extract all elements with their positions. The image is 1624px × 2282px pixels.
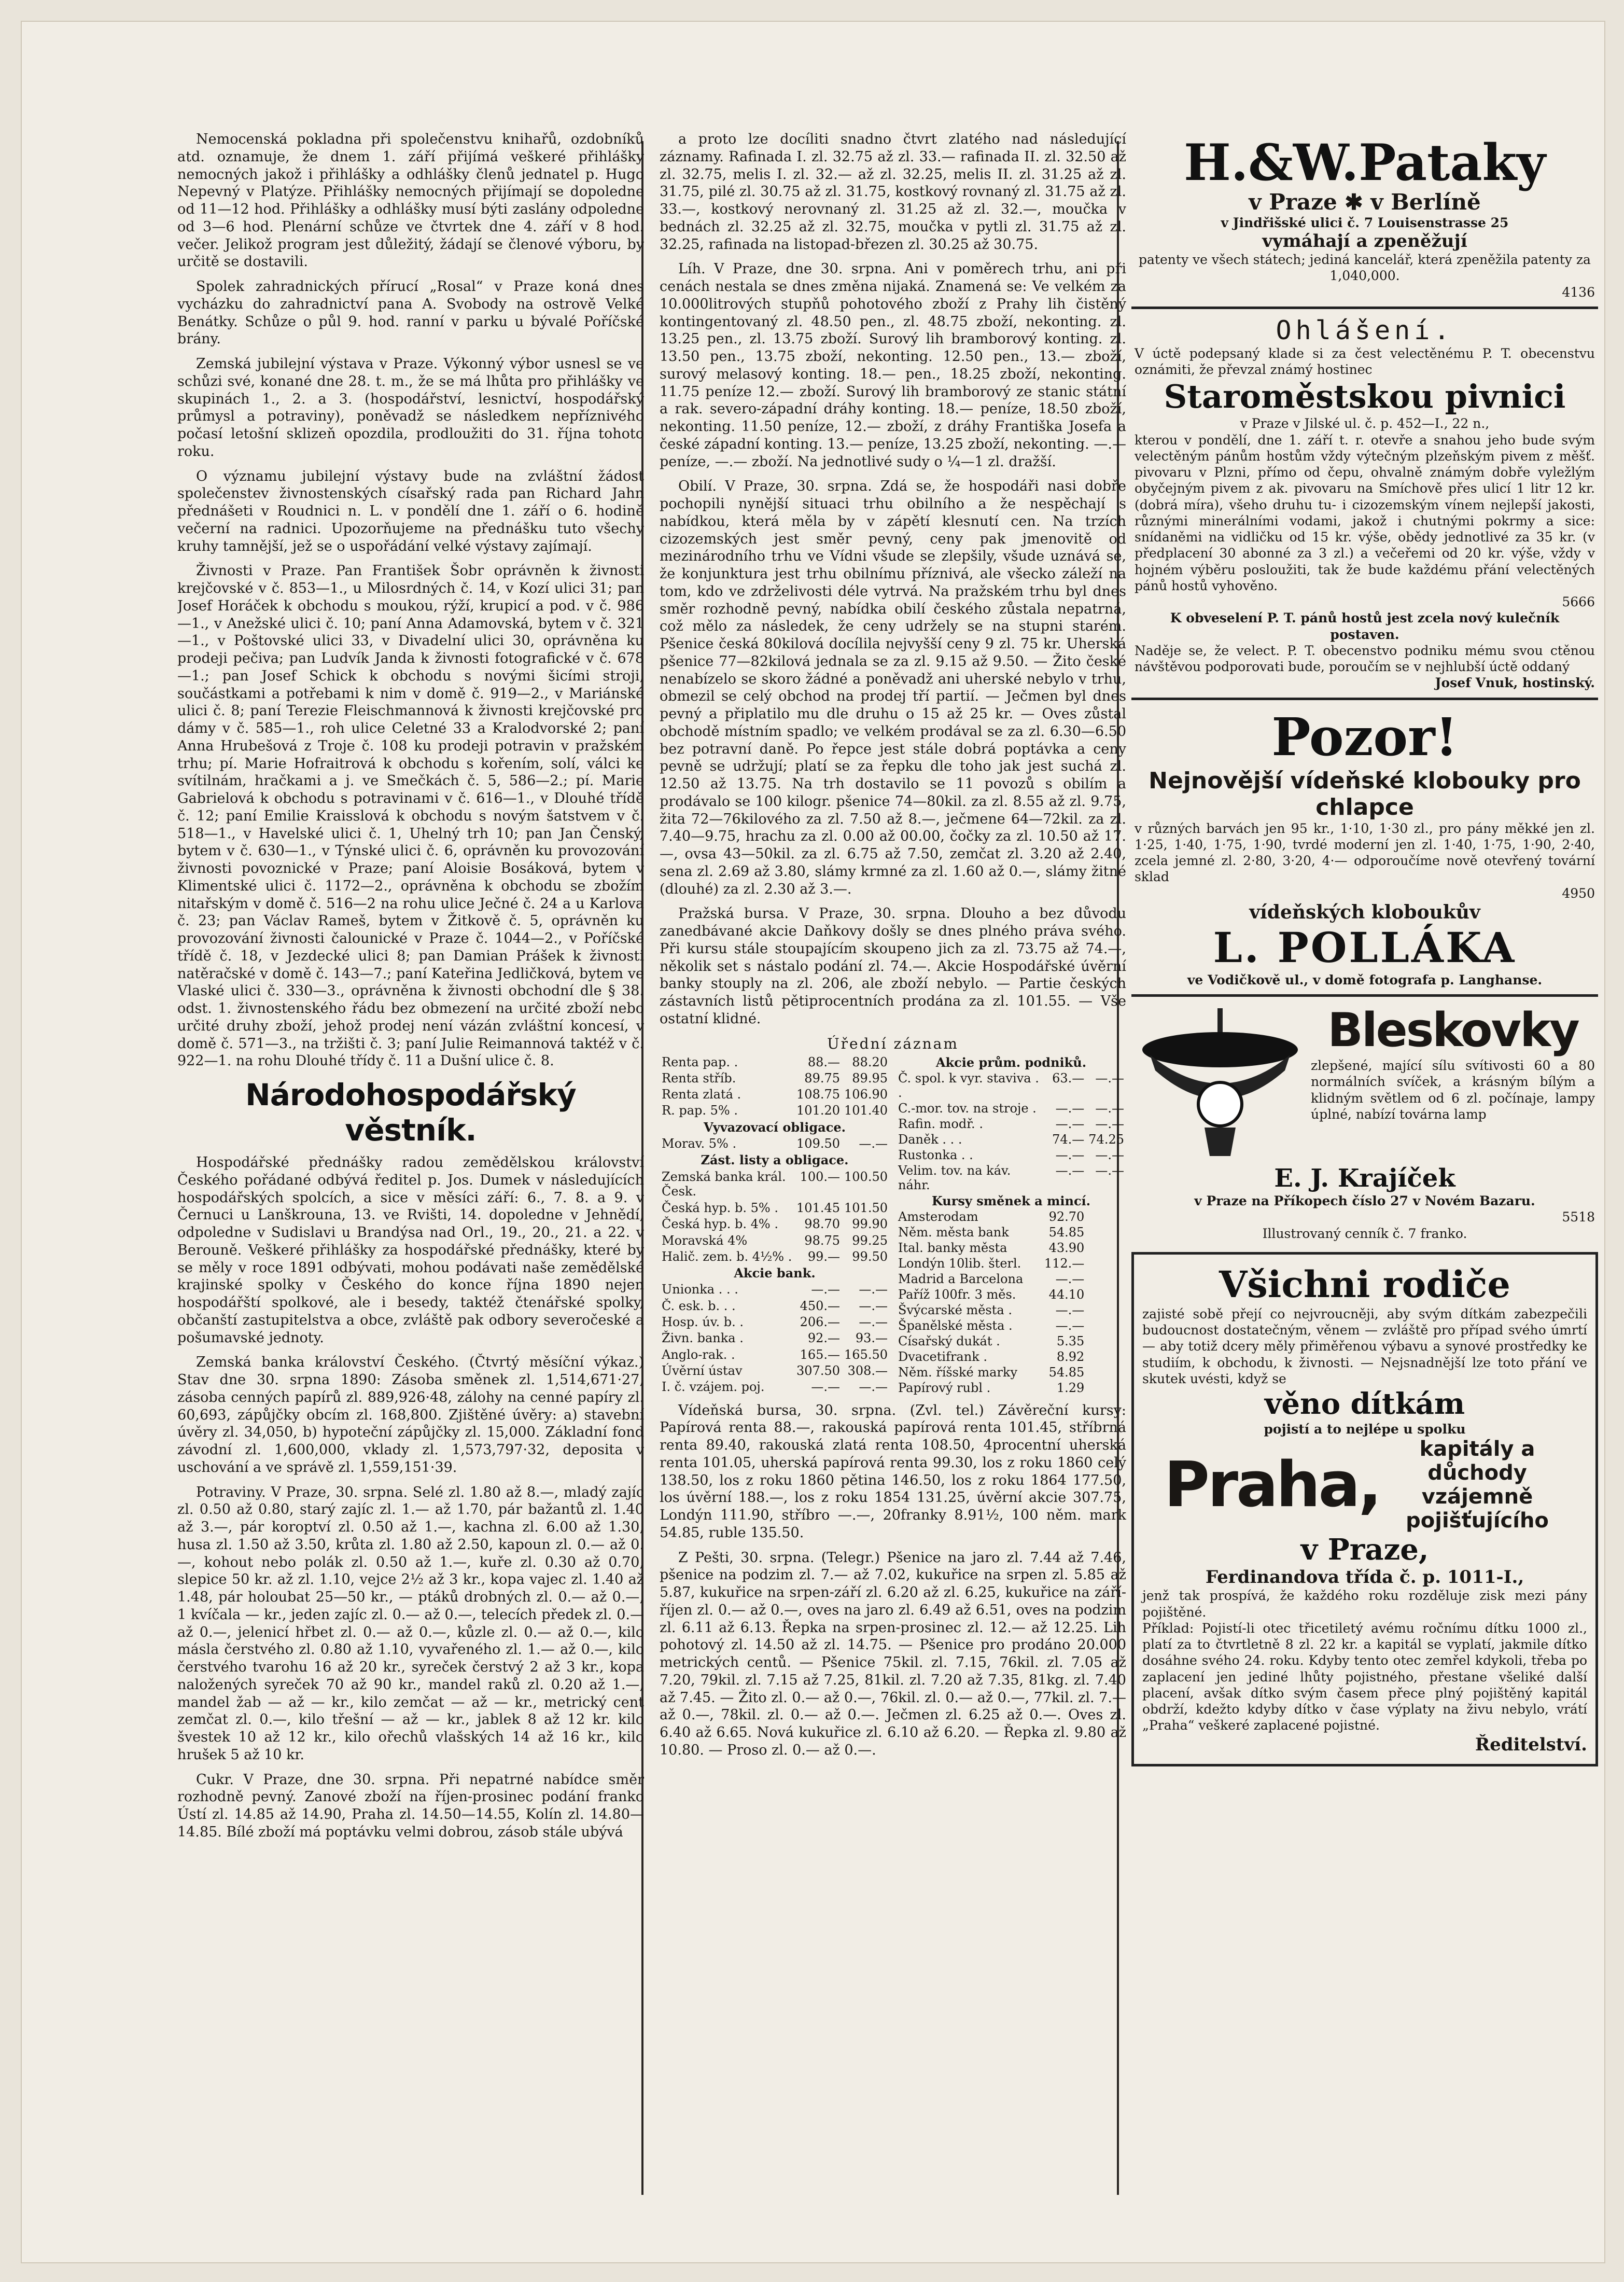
quote-label: Česká hyp. b. 5% . — [662, 1201, 778, 1215]
ad-address: Ferdinandova třída č. p. 1011-I., — [1205, 1567, 1524, 1588]
ad-poj: pojistí a to nejlépe u spolku — [1264, 1422, 1466, 1437]
quote-value: 44.10 — [1048, 1287, 1085, 1302]
quote-label: Renta pap. . — [662, 1054, 738, 1069]
quote-value: 54.85 — [1048, 1225, 1085, 1240]
quote-value: —.— — [1095, 1101, 1124, 1116]
quote-value: 98.70 — [804, 1217, 841, 1232]
quote-row — [896, 1054, 1126, 1070]
quote-value: 100.— — [800, 1169, 841, 1184]
newspaper-page — [21, 21, 1605, 2263]
quote-row — [896, 1225, 1126, 1240]
quote-row — [660, 1233, 890, 1249]
quote-value: 307.50 — [796, 1363, 841, 1378]
ad-ref: 4136 — [1562, 284, 1595, 300]
quote-label: Úvěrní ústav — [662, 1363, 743, 1378]
quote-label: I. č. vzájem. poj. — [662, 1380, 765, 1395]
quote-row — [660, 1103, 890, 1119]
quote-row — [660, 1347, 890, 1363]
quote-value: 101.50 — [844, 1201, 888, 1215]
quote-label: Londýn 10lib. šterl. — [898, 1256, 1021, 1271]
quote-value: 89.75 — [804, 1070, 841, 1086]
quote-value: 101.20 — [796, 1103, 841, 1118]
quote-label: Ital. banky města — [898, 1240, 1007, 1255]
quote-value: —.— — [1095, 1116, 1124, 1131]
quote-value: 99.25 — [852, 1233, 888, 1248]
lamp-icon — [1135, 1008, 1306, 1159]
quote-row — [660, 1054, 890, 1070]
ad-pataky — [1131, 131, 1598, 307]
quote-value: 43.90 — [1048, 1240, 1085, 1255]
quote-value: —.— — [811, 1380, 841, 1395]
ad-body: v různých barvách jen 95 kr., 1·10, 1·30 zl., pro pány měkké jen zl. 1·25, 1·40, 1·75, 1·90, tvrdé moderní jen zl. 1·40, 1·75, 1·90, 2·40, zcela jemné zl. 2·80, 3·20, 4·— odporoučíme nově otevřený tovární sklad — [1135, 820, 1595, 885]
quote-row — [896, 1380, 1126, 1396]
ad-body: kterou v pondělí, dne 1. září t. r. otevře a snahou jeho bude svým velectěným pánům hostům vždy výtečným plzeňským pivem z měšť. pivovaru v Plzni, přímo od čepu, ohvalně známým dobře vyležlým obyčejným pivem z ak. pivovaru na Smíchově přes ulicí 1 litr 12 kr. (dobrá míra), všeho druhu tu- i cizozemským vínem nejlepší jakosti, různými minerálními vodami, jakož i chutnými pokrmy a sice: snídaněmi na vidličku od 15 kr. výše, obědy jednotlivé za 35 kr. (v předplacení 30 abonné za 3 zl.) a večeřemi od 20 kr. výše, vždy v hojném výběru posloužiti, tak že bude každému přání velectěných pánů hostů vyhověno. — [1135, 432, 1595, 593]
quote-label: Rafin. modř. . — [898, 1116, 983, 1131]
article-paragraph: Zemská banka království Českého. (Čtvrtý měsíční výkaz.) Stav dne 30. srpna 1890: Zásoba směnek zl. 1,514,671·27, zásoba cenných papírů zl. 889,926·48, zálohy na cenné papíry zl. 60,693, zápůjčky obcím zl. 168,800. Zjištěné úvěry: a) stavební úvěry zl. 34,050, b) hypoteční zápůjčky zl. 15,000. Základní fond závodní zl. 1,600,000, vklady zl. 1,573,797·32, deposita v uschování a ve správě zl. 1,559,151·39. — [177, 1354, 644, 1476]
quote-label: Č. spol. k vyr. staviva . . — [898, 1070, 1039, 1100]
ad-heading: Všichni rodiče — [1219, 1262, 1510, 1306]
ad-praha-title: Praha, — [1164, 1449, 1380, 1521]
quote-value: 88.20 — [852, 1054, 888, 1069]
quote-value: 5.35 — [1056, 1333, 1085, 1348]
quote-row — [896, 1365, 1126, 1380]
quote-row — [660, 1363, 890, 1379]
quote-row — [896, 1116, 1126, 1132]
quote-row — [896, 1070, 1126, 1101]
quote-row — [660, 1119, 890, 1136]
quote-row — [896, 1163, 1126, 1193]
article-paragraph: Živnosti v Praze. Pan František Šobr oprávněn k živnosti krejčovské v č. 853—1., u Milosrdných č. 14, v Kozí ulici 31; pan Josef Horáček k obchodu s moukou, rýží, krupicí a pod. v č. 986—1., v Anežské ulici č. 10; paní Anna Adamovská, bytem v č. 321—1., v Poštovské ulici 33, v Divadelní ulici 30, oprávněna ku prodeji pečiva; pan Ludvík Janda k živnosti fotografické v č. 678—1.; pan Josef Schick k obchodu s novými šicími stroji, součástkami a potřebami k nim v domě č. 919—2., v Mariánské ulici č. 8; paní Terezie Fleischmannová k živnosti krejčovské pro dámy v č. 585—1., roh ulice Celetné 33 a Kralodvorské 2; paní Anna Hrubešová z Troje č. 108 ku prodeji potravin v pražském trhu; pí. Marie Hofraitrová k obchodu s kořením, solí, válci ke svítilnám, hračkami a j. ve Smečkách č. 5, 586—2.; pí. Marie Gabrielová k obchodu s potravinami v č. 616—1., v Dlouhé třídě č. 12; paní Emilie Kraisslová k obchodu s novým šatstvem v č. 518—1., v Havelské ulici č. 1, Uhelný trh 10; pan Jan Čenský, bytem v č. 630—1., v Týnské ulici č. 6, oprávněn ku provozování živnosti povoznické v Praze; paní Aloisie Bosáková, bytem v Klimentské ulici č. 1172—2., oprávněna k obchodu se zbožím nitařským v domě č. 516—2 na rohu ulice Ječné č. 24 a u Karlova č. 23; pan Václav Rameš, bytem v Žitkově č. 5, oprávněn ku provozování živnosti čalounické v Praze č. 1044—2., v Poříčské třídě č. 18, v Jezdecké ulici 8; pan Damian Prášek k živnosti natěračské v domě č. 143—7.; paní Kateřina Jedličková, bytem ve Vlaské ulici č. 330—3., oprávněna k živnosti obchodní dle § 38. odst. 1. živnostenského řádu bez obmezení na určité zboží nebo určité druhy zboží, jehož prodej není vázán zvláštní koncesí, v domě č. 571—3., na tržišti č. 3; paní Julie Reimannová taktéž v č. 922—1. na rohu Dlouhé třídy č. 11 a Dušní ulice č. 8. — [177, 563, 644, 1069]
ad-signature: Josef Vnuk, hostinský. — [1435, 675, 1595, 691]
article-paragraph: Obilí. V Praze, 30. srpna. Zdá se, že hospodáři nasi dobře pochopili nynější situaci trhu obilního a že nespěchají s nabídkou, která měla by v zápětí klesnutí cen. Na trzích cizozemských jest směr pevný, ceny pak jmenovitě od mezinárodního trhu ve Vídni všude se zlepšily, všude uznává se, že konjunktura jest trhu obilnímu příznivá, ale všecko záleží na tom, kdo ve zdrželivosti déle vytrvá. Na pražském trhu byl dnes směr rozhodně pevný, nabídka obilí českého zůstala nepatrná, což mělo za následek, že ceny udržely se na stupni starém. Pšenice česká 80kilová docílila nejvyšší ceny 9 zl. 75 kr. Uherská pšenice 77—82kilová jednala se za zl. 9.15 až 9.50. — Žito české nenabízelo se skoro žádné a poněvadž ani uherské nebylo v trhu, obmezil se celý obchod na prodej tří partií. — Ječmen byl dnes pevný a připlatilo mu dle druhu o 15 až 25 kr. — Oves zůstal obchodě místním spadlo; ve velkém prodával se za zl. 6.30—6.50 bez potravní daně. Po řepce jest stále dobrá poptávka a ceny pevně se udržují; platí se za řepku dle toho jak jest suchá zl. 12.50 až 13.75. Na trh dostavilo se 11 povozů s obilím a prodávalo se 100 kilogr. pšenice 74—80kil. za zl. 8.55 až zl. 9.75, žita 72—76kilového za zl. 7.50 až 8.—, ječmene 64—72kil. za zl. 7.40—9.75, hrachu za zl. 0.00 až 00.00, čočky za zl. 10.50 až 17.—, ovsa 43—50kil. za zl. 6.75 až 7.50, zemčat zl. 3.20 až 2.40, sena zl. 2.69 až 3.80, slámy krmné za zl. 1.60 až 0.—, slámy žitné (dlouhé) za zl. 2.30 až 3.—. — [660, 478, 1126, 897]
quote-value: 63.— — [1052, 1070, 1085, 1086]
quote-value: —.— — [1055, 1101, 1085, 1116]
quote-value: 92.70 — [1048, 1209, 1085, 1224]
quote-row — [896, 1302, 1126, 1318]
quote-row — [896, 1333, 1126, 1349]
ad-body: patenty ve všech státech; jediná kancelář, která zpeněžila patenty za 1,040,000. — [1139, 252, 1591, 284]
quote-value: —.— — [1095, 1147, 1124, 1162]
article-paragraph: Z Pešti, 30. srpna. (Telegr.) Pšenice na jaro zl. 7.44 až 7.46, pšenice na podzim zl. 7.— až 7.02, kukuřice na srpen zl. 5.85 až 5.87, kukuřice na srpen-září zl. 6.20 až zl. 6.25, kukuřice na září-říjen zl. 0.— až 0.—, oves na jaro zl. 6.49 až 6.51, oves na podzim zl. 6.11 až 6.13. Řepka na srpen-prosinec zl. 12.— až 12.25. Lih pohotový zl. 14.50 až zl. 14.75. — Pšenice pro prodáno 20.000 metrických centů. — Pšenice 75kil. zl. 7.15, 76kil. zl. 7.05 až 7.20, 79kil. zl. 7.15 až 7.25, 81kil. zl. 7.20 až 7.35, 81kg. zl. 7.40 až 7.45. — Žito zl. 0.— až 0.—, 76kil. zl. 0.— až 0.—, 77kil. zl. 7.— až 0.—, 78kil. zl. 0.— až 0.—. Ječmen zl. 6.25 až 0.—. Oves zl. 6.40 až 6.65. Nová kukuřice zl. 6.10 až 6.20. — Řepka zl. 9.80 až 10.80. — Proso zl. 0.— až 0.—. — [660, 1549, 1126, 1758]
quote-value — [1086, 1209, 1126, 1225]
ad-firm-name: H.&W.Pataky — [1184, 133, 1546, 192]
quote-value — [1086, 1318, 1126, 1333]
ad-addresses: v Jindřišské ulici č. 7 Louisenstrasse 25 — [1221, 215, 1509, 230]
quote-value — [1086, 1225, 1126, 1240]
quote-value: —.— — [1055, 1318, 1085, 1333]
quote-label: Něm. města bank — [898, 1225, 1009, 1240]
quote-label: Madrid a Barcelona — [898, 1271, 1024, 1286]
quote-row — [896, 1271, 1126, 1287]
quote-value: —.— — [1055, 1163, 1085, 1178]
quote-value: 308.— — [847, 1363, 888, 1378]
ad-close: Naděje se, že velect. P. T. obecenstvo podniku mému svou ctěnou návštěvou podporovati bude, poroučím se v nejhlubší úctě oddaný — [1135, 643, 1595, 675]
quote-value: 74.25 — [1088, 1132, 1124, 1147]
quote-value: 206.— — [800, 1315, 841, 1329]
quote-value: 98.75 — [804, 1233, 841, 1248]
quote-value: —.— — [859, 1380, 888, 1395]
ad-ref: 5518 — [1562, 1209, 1595, 1225]
quote-row — [660, 1265, 890, 1282]
quote-value: —.— — [811, 1282, 841, 1297]
quote-label: Moravská 4% — [662, 1233, 748, 1248]
column-ads — [1131, 131, 1598, 2200]
quote-row — [660, 1249, 890, 1265]
quote-value: 106.90 — [844, 1087, 888, 1102]
ad-heading: Bleskovky — [1327, 1003, 1578, 1058]
quote-row — [660, 1087, 890, 1103]
quotes-table-right — [896, 1054, 1126, 1396]
quote-label: R. pap. 5% . — [662, 1103, 738, 1118]
quote-label: Hosp. úv. b. . — [662, 1315, 744, 1329]
ad-mid: vídeňských kloboukův — [1249, 901, 1480, 923]
ad-pivnice — [1131, 307, 1598, 698]
quote-value — [1086, 1271, 1126, 1287]
article-paragraph: Zemská jubilejní výstava v Praze. Výkonný výbor usnesl se ve schůzi své, konané dne 28. t. m., že se má lhůta pro přihlášky ve skupinách 1., 2. a 3. (hospodářství, lesnictví, hospodářský průmysl a potraviny), poněvadž se následkem nepříznivého počasí letošní sklizeň opozdila, prodloužiti do 31. října tohoto roku. — [177, 356, 644, 460]
quote-value — [1086, 1365, 1126, 1380]
ad-name: L. POLLÁKA — [1213, 923, 1517, 972]
quote-row — [896, 1349, 1126, 1365]
quote-label: Švýcarské města . — [898, 1302, 1012, 1317]
section-heading: Národohospodářský věstník. — [245, 1077, 576, 1148]
ad-signature: Ředitelství. — [1475, 1734, 1587, 1755]
quote-value — [1086, 1287, 1126, 1302]
quote-row — [896, 1240, 1126, 1256]
ad-sub: kapitály a důchody vzájemně pojišťujícího — [1406, 1437, 1549, 1533]
quote-label: Zást. listy a obligace. — [701, 1152, 849, 1168]
quote-row — [660, 1152, 890, 1168]
quote-row — [660, 1200, 890, 1216]
quote-row — [896, 1147, 1126, 1163]
ad-intro: zajisté sobě přejí co nejvroucněji, aby svým dítkám zabezpečili budoucnost dostatečným, věnem — zvláště pro případ svého úmrtí — aby totiž dcery měly přiměřenou výbavu a synové prostředky ke studiím, k obchodu, k živnosti. — Nejsnadnější lze toto přání ve skutek uvésti, když se — [1142, 1306, 1587, 1386]
quote-value: —.— — [859, 1282, 888, 1297]
article-paragraph: Spolek zahradnických přírucí „Rosal“ v Praze koná dnes vycházku do zahradnictví pana A. Svobody na ostrově Velké Benátky. Schůze o půl 9. hod. ranní v parku u bývalé Poříčské brány. — [177, 279, 644, 347]
quote-row — [660, 1169, 890, 1200]
quote-label: Č. esk. b. . . — [662, 1298, 736, 1313]
ad-address: ve Vodičkově ul., v domě fotografa p. Langhanse. — [1187, 972, 1543, 987]
quote-value: —.— — [859, 1136, 888, 1151]
quote-value — [1086, 1240, 1126, 1256]
ad-body: zlepšené, mající sílu svítivosti 60 a 80 normálních svíček, a krásným bílým a klidným světlem od 6 zl. počínaje, lampy úplné, nabízí továrna lamp — [1311, 1058, 1595, 1122]
quote-value: 99.— — [807, 1249, 841, 1264]
quote-value: 1.29 — [1056, 1380, 1085, 1395]
column-left — [177, 131, 644, 2200]
quote-label: C.-mor. tov. na stroje . — [898, 1101, 1037, 1116]
article-paragraph: Pražská bursa. V Praze, 30. srpna. Dlouho a bez důvodu zanedbávané akcie Daňkovy došly se dnes plného práva svého. Při kursu stále stoupajícím skoupeno jich za zl. 73.75 až 74.—, několik set s nástalo podání zl. 74.—. Akcie Hospodářské úvěrní banky stouply na zl. 206, ale zboží nebylo. — Partie českých zástavních listů pětiprocentních prodána za zl. 101.55. — Vše ostatní klidné. — [660, 906, 1126, 1027]
quote-row — [896, 1318, 1126, 1333]
quote-label: Renta zlatá . — [662, 1087, 741, 1102]
quote-value — [1086, 1256, 1126, 1271]
quotes-table-left — [660, 1054, 890, 1396]
quote-label: Císařský dukát . — [898, 1333, 1000, 1348]
ad-veno: věno dítkám — [1264, 1387, 1465, 1422]
ad-address: v Praze na Příkopech číslo 27 v Novém Bazaru. — [1194, 1193, 1535, 1209]
quote-row — [660, 1314, 890, 1330]
ad-bleskovky — [1131, 994, 1598, 1248]
quote-row — [896, 1287, 1126, 1302]
quote-label: Vyvazovací obligace. — [704, 1119, 846, 1135]
ad-address: v Praze v Jilské ul. č. p. 452—I., 22 n., — [1240, 416, 1490, 432]
quote-value: 109.50 — [796, 1136, 841, 1151]
quote-value: 101.40 — [844, 1103, 888, 1118]
quote-label: Španělské města . — [898, 1318, 1013, 1333]
article-paragraph: Potraviny. V Praze, 30. srpna. Selé zl. 1.80 až 8.—, mladý zajíc zl. 0.50 až 0.80, starý zajíc zl. 1.— až 1.70, pár bažantů zl. 1.40 až 3.—, pár koroptví zl. 0.50 až 1.—, kachna zl. 6.00 až 1.30, husa zl. 1.50 až 3.50, krůta zl. 1.80 až 2.50, kapoun zl. 0.— až 0.—, kohout nebo polák zl. 0.50 až 1.—, kuře zl. 0.30 až 0.70, slepice 50 kr. až zl. 1.10, vejce 2½ až 3 kr., kopa vajec zl. 1.40 až 1.48, pár holoubat 25—50 kr., — ptáků drobných zl. 0.— až 0.—, 1 kvíčala — kr., jeden zajíc zl. 0.— až 0.—, telecích předek zl. 0.— až 0.—, jelenicí hřbet zl. 0.— až 0.—, kůzle zl. 0.— až 0.—, kilo másla čerstvého zl. 0.80 až 1.10, vyvařeného zl. 1.— až 0.—, kilo čerstvého tvarohu 16 až 20 kr., syreček čerstvý 2 až 3 kr., kopa naložených syreček 70 až 90 kr., mandel raků zl. 0.20 až 1.—, mandel žab — až — kr., kilo zemčat — až — kr., metrický cent zemčat zl. 0.—, kilo třešní — až — kr., jablek 8 až 12 kr. kilo švestek 10 až 12 kr., kilo ořechů vlašských 14 až 16 kr., kilo hrušek 5 až 10 kr. — [177, 1484, 644, 1763]
ad-slogan: vymáhají a zpeněžují — [1262, 231, 1467, 252]
quote-row — [896, 1193, 1126, 1209]
quote-label: Morav. 5% . — [662, 1136, 737, 1151]
quote-label: Renta stříb. — [662, 1070, 736, 1086]
ad-foot: Illustrovaný cenník č. 7 franko. — [1262, 1226, 1467, 1241]
ad-ref: 5666 — [1562, 594, 1595, 610]
quote-value: 100.50 — [844, 1169, 888, 1184]
quote-row — [896, 1256, 1126, 1271]
quote-row — [660, 1330, 890, 1346]
quotes-tables — [660, 1054, 1126, 1402]
quote-value: 93.— — [855, 1331, 888, 1346]
quote-value: 99.90 — [852, 1217, 888, 1232]
quote-label: Něm. říšské marky — [898, 1365, 1018, 1380]
quote-label: Zemská banka král. Česk. — [662, 1169, 786, 1199]
quote-value — [1086, 1333, 1126, 1349]
quote-value: 165.50 — [844, 1347, 888, 1362]
article-paragraph: Líh. V Praze, dne 30. srpna. Ani v poměrech trhu, ani při cenách nestala se dnes změna nijaká. Znamená se: Ve velkém za 10.000litrových stupňů pohotového zboží z Prahy lih čistěný kontingentovaný zl. 48.50 pen., zl. 48.75 zboží, nekonting. zl. 13.25 pen., zl. 13.75 zboží. Surový lih bramborový konting. zl. 13.50 pen., 13.75 zboží, nekonting. 12.50 pen., 13.— zboží, surový melasový konting. 18.— pen., 18.25 zboží, nekonting. 11.75 peníze 12.— zboží. Surový lih bramborový ze stanic státní a rak. severo-západní dráhy konting. 18.— peníze, 18.50 zboží, nekonting. 11.50 peníze, 12.— zboží, z dráhy Františka Josefa a české západní konting. 13.— peníze, 13.25 zboží, nekonting. —.— peníze, —.— zboží. Na jednotlivé sudy o ¼—1 zl. dražší. — [660, 261, 1126, 470]
quote-label: Papírový rubl . — [898, 1380, 991, 1395]
quote-label: Rustonka . . — [898, 1147, 973, 1162]
ad-heading: Pozor! — [1271, 706, 1458, 768]
quote-value: —.— — [1095, 1163, 1124, 1178]
quote-label: Akcie prům. podniků. — [935, 1054, 1087, 1070]
ad-note: K obveselení P. T. pánů hostů jest zcela nový kulečník postaven. — [1170, 610, 1560, 642]
ad-city: v Praze, — [1300, 1533, 1429, 1567]
quote-label: Amsterodam — [898, 1209, 978, 1224]
quote-value — [1086, 1380, 1126, 1396]
quote-value: 8.92 — [1056, 1349, 1085, 1364]
quote-value: —.— — [859, 1315, 888, 1329]
quote-value: 101.45 — [796, 1201, 841, 1215]
quote-value: 89.95 — [852, 1070, 888, 1086]
quote-value: 88.— — [807, 1054, 841, 1069]
quote-label: Živn. banka . — [662, 1331, 744, 1346]
quote-value: —.— — [1055, 1302, 1085, 1317]
quote-row — [896, 1132, 1126, 1147]
ad-example: Příklad: Pojistí-li otec třicetiletý avému ročnímu dítku 1000 zl., platí za to čtvrtletně 8 zl. 22 kr. a kapitál se vyplatí, jakmile dítko dosáhne svého 24. roku. Kdyby tento otec zemřel kdykoli, třeba po zaplacení jen jediné lhůty pojistného, přestane všeliké další placení, avšak dítko svým časem přece plný pojištěný kapitál obdrží, kdežto kdyby dítko v čase výplaty na živu nebylo, vrátí „Praha“ veškeré zaplacené pojistné. — [1142, 1620, 1587, 1733]
ad-title: Staroměstskou pivnici — [1164, 378, 1566, 416]
quote-label: Velim. tov. na káv. náhr. — [898, 1163, 1011, 1192]
quote-value: 54.85 — [1048, 1365, 1085, 1380]
quote-value: 92.— — [807, 1331, 841, 1346]
ad-cities: v Praze ✱ v Berlíně — [1249, 189, 1481, 215]
ad-intro: V úctě podepsaný klade si za čest velectěnému P. T. obecenstvu oznámiti, že převzal známý hostinec — [1135, 345, 1595, 378]
ad-grow: jenž tak prospívá, že každého roku rozděluje zisk mezi pány pojištěné. — [1142, 1588, 1587, 1620]
quote-label: Česká hyp. b. 4% . — [662, 1217, 778, 1232]
quote-row — [896, 1101, 1126, 1116]
article-paragraph: Nemocenská pokladna při společenstvu knihařů, ozdobníků atd. oznamuje, že dnem 1. září přijímá veškeré přihlášky nemocných jakož i přihlášky a odhlášky členů jednatel p. Hugo Nepevný v Platýze. Přihlášky nemocných přijímají se dopoledne od 11—12 hod. Přihlášky a odhlášky musí býti zaslány odpoledne od 3—6 hod. Plenární schůze ve čtvrtek dne 4. září v 8 hod. večer. Jelikož program jest důležitý, žádají se členové výboru, by určitě se dostavili. — [177, 131, 644, 270]
quote-value: 74.— — [1052, 1132, 1085, 1147]
quote-value: 112.— — [1044, 1256, 1085, 1271]
quotes-table-title: Úřední záznam — [827, 1035, 959, 1052]
quote-label: Akcie bank. — [734, 1265, 816, 1281]
quote-value: —.— — [1095, 1070, 1124, 1086]
ad-subheading: Nejnovější vídeňské klobouky pro chlapce — [1149, 767, 1581, 820]
quote-value: 450.— — [800, 1298, 841, 1313]
article-paragraph: Hospodářské přednášky radou zemědělskou království Českého pořádané odbývá ředitel p. Jos. Dumek v následujících hospodářských spolcích, a sice v měsíci září: 6., 7. 8. a 9. v Černuci u Lanškrouna, 13. ve Rvišti, 14. dopoledne v Jehnědí, odpoledne v Sudislavi u Brandýsa nad Orl., 19., 20., 21. a 22. v Berouně. Veškeré přihlášky za hospodářské přednášky, které by se měly v roce 1891 odbývati, mohou podávati naše zemědělské krajinské spolky v Českého do konce října 1890 nejen hospodářští spolkové, ale i besedy, taktéž čtenářské spolky, občanští zastupitelstva a obce, zvláště pak odbory severočeské a pošumavské jednoty. — [177, 1154, 644, 1346]
quote-label: Daněk . . . — [898, 1132, 962, 1147]
quote-value: 108.75 — [796, 1087, 841, 1102]
article-paragraph: Cukr. V Praze, dne 30. srpna. Při nepatrné nabídce směr rozhodně pevný. Zanové zboží na říjen-prosinec podání franko Ústí zl. 14.85 až 14.90, Praha zl. 14.50—14.55, Kolín zl. 14.80—14.85. Bílé zboží má poptávku velmi dobrou, zásob stále ubývá — [177, 1771, 644, 1840]
quote-value: —.— — [1055, 1116, 1085, 1131]
quote-label: Anglo-rak. . — [662, 1347, 735, 1362]
ad-heading: Ohlášení. — [1276, 315, 1454, 345]
ad-name: E. J. Krajíček — [1274, 1164, 1455, 1193]
ad-ref: 4950 — [1562, 885, 1595, 901]
article-paragraph: Vídeňská bursa, 30. srpna. (Zvl. tel.) Závěreční kursy: Papírová renta 88.—, rakouská papírová renta 101.45, stříbrná renta 89.40, rakouská zlatá renta 108.50, 4procentní uherská renta 101.05, uherská papírová renta 99.30, los z roku 1860 celý 138.50, los z roku 1860 pětina 146.50, los z roku 1864 177.50, los úvěrní 188.—, los z roku 1854 131.25, úvěrní akcie 307.75, Londýn 111.90, stříbro —.—, 20franky 8.91½, 100 něm. mark 54.85, ruble 135.50. — [660, 1402, 1126, 1541]
quote-row — [896, 1209, 1126, 1225]
quote-value: —.— — [1055, 1147, 1085, 1162]
quote-label: Paříž 100fr. 3 měs. — [898, 1287, 1016, 1302]
article-paragraph: O významu jubilejní výstavy bude na zvláštní žádost společenstev živnostenských císařský rada pan Richard Jahn přednášeti v Roudnici n. L. v pondělí dne 1. září o 6. hodině večerní na radnici. Upozorňujeme na přednášku tuto všechy kruhy tamnější, jež se o uspořádání velké výstavy zajímají. — [177, 468, 644, 554]
quote-row — [660, 1282, 890, 1298]
quote-value: —.— — [1055, 1271, 1085, 1286]
quote-value: 165.— — [800, 1347, 841, 1362]
quote-row — [660, 1379, 890, 1395]
quote-value: —.— — [859, 1298, 888, 1313]
article-paragraph: a proto lze docíliti snadno čtvrt zlatého nad následující záznamy. Rafinada I. zl. 32.75 až zl. 33.— rafinada II. zl. 32.50 až zl. 32.75, melis I. zl. 32.— až zl. 32.25, melis II. zl. 31.25 až zl. 31.75, pilé zl. 30.75 až zl. 31.75, kostkový rovnaný zl. 31.75 až zl. 33.—, kostkový nerovnaný zl. 31.25 až zl. 32.—, moučka v bednách zl. 32.25 až zl. 32.75, moučka v pytli zl. 31.75 až zl. 32.25, rafinada na listopad-březen zl. 30.25 až 30.75. — [660, 131, 1126, 253]
ad-praha — [1131, 1252, 1598, 1766]
quote-value — [1086, 1349, 1126, 1365]
quote-label: Dvacetifrank . — [898, 1349, 987, 1364]
quote-row — [660, 1070, 890, 1087]
quote-value: 99.50 — [852, 1249, 888, 1264]
quote-row — [660, 1298, 890, 1314]
quote-label: Kursy směnek a mincí. — [931, 1193, 1091, 1208]
quote-value — [1086, 1302, 1126, 1318]
ad-pollak — [1131, 698, 1598, 995]
column-middle — [660, 131, 1126, 2200]
quote-row — [660, 1136, 890, 1152]
quote-row — [660, 1216, 890, 1232]
quote-label: Unionka . . . — [662, 1282, 738, 1297]
quote-label: Halič. zem. b. 4½% . — [662, 1249, 792, 1264]
